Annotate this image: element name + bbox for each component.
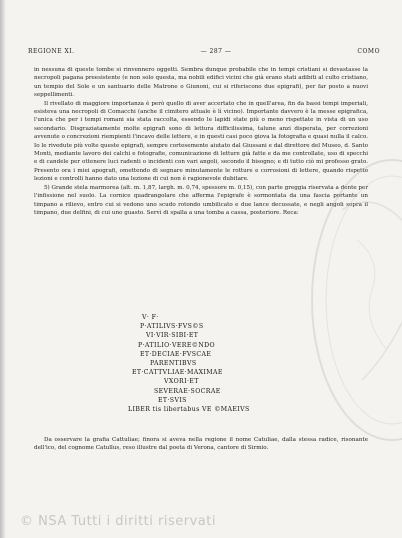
inscription-line: ET·CATTVLIAE·MAXIMAE: [132, 369, 223, 377]
library-stamp: [302, 150, 402, 450]
paragraph: 5) Grande stela marmorea (alt. m. 1,87, largh. m. 0,74, spessore m. 0,15), con parte greggia riservata a dente per l'infissione nel suolo. La cornice quadrangolare che afferma l'epigrafe è sormontata da una fascia portante un timpano a rilievo, entro cui si vedono uno scudo rotondo umbilicato e due lance decussate, e negli angoli sopra il timpano, due delfini, di cui uno guasto. Servì di spalla a una tomba a cassa, posteriore. Reca:: [34, 184, 368, 216]
note-paragraph: Da osservare la grafia Cattuliae; finora si aveva nella regione il nome Catuliae, dalla stessa radice, risonante dell'ico, del cognome Catullus, reso illustre dal poeta di Verona, cantore di Sirmio.: [34, 437, 368, 452]
header-region: REGIONE XI.: [28, 48, 75, 55]
inscription-line: SEVERAE·SOCRAE: [154, 387, 221, 395]
inscription-line: ET·DECIAE·FVSCAE: [140, 350, 212, 358]
inscription-line: LIBER tis libertabus VE ©MAEIVS: [128, 406, 250, 414]
page-header: [28, 48, 380, 55]
inscription-line: P·ATILIO·VERE©NDO: [138, 341, 216, 349]
inscription-line: V· F·: [142, 314, 159, 321]
page-number: — 287 —: [200, 48, 232, 55]
binding-shadow: [0, 0, 6, 538]
inscription-line: P·ATILIVS·FVS©S: [140, 323, 204, 331]
inscription-line: VXORI·ET: [164, 378, 199, 386]
paragraph: Il rivellato di maggiore importanza è però quello di aver accertato che in quell'area, fin da bassi tempi imperiali, esisteva una necropoli di Comacchi (anche il cimitero attuale è lì vicino). Importante davvero è la messe epigrafica, l'unica che per i tempi romani sia stata raccolta, essendo le lapidi state più o meno rispettate in vista di un uso secondario. Disgraziatamente molte epigrafi sono di lettura difficilissima, talune anzi disperata, per correzioni avvenute o concrezioni riempienti l'incavo delle lettere, e in questi casi poco giova la fotografia e quasi nulla il calco. Io le rivedute più volte queste epigrafi, sempre cortesemente aiutato dal Giussani e dal direttore del Museo, d. Santo Monti, mediante lavoro dei calchi e fotografie, comunicazione di letture già fatte e da me controllate, uso di specchi e di candele per ottenere luci radenti o incidenti con vari angoli, secondo il bisogno; e di tutto ciò mi professo grato. Presento ora i miei apografi, omettendo di segnare minutamente le rotture e corrosioni di lettere, quando rispetto lezioni e controlli hanno dato una lezione di cui non è ragionevole dubitare.: [34, 100, 368, 183]
copyright-watermark: © NSA Tutti i diritti riservati: [20, 514, 216, 529]
paragraph: in nessuna di queste tombe si rinvennero oggetti. Sembra dunque probabile che in tempi cristiani si devastasse la necropoli pagana preesistente (e non solo questa, ma nobili edifici vicini che già erano stati adibiti al culto cristiano, un tempio del Sole e un santuario delle Matrone o Giunoni, cui si riferiscono due epigrafi), per far posto a nuovi seppellimenti.: [34, 67, 368, 99]
inscription-line: PARENTIBVS: [150, 360, 197, 368]
inscription-line: ET·SVIS: [158, 396, 187, 404]
header-city: COMO: [357, 48, 380, 55]
inscription-line: VI·VIR·SIBI·ET: [146, 332, 199, 340]
inscription: [128, 313, 328, 414]
